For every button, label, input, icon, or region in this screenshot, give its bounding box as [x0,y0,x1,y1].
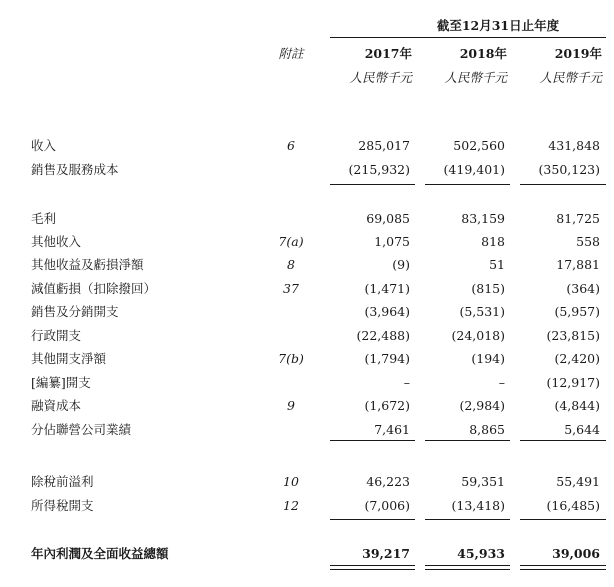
period-underline [330,37,606,38]
pretax-line-2019 [520,440,606,441]
unit-header-2018: 人民幣千元 [444,70,507,85]
value-2019: 5,644 [564,422,600,437]
statement-row [0,255,614,275]
statement-row [0,496,614,516]
subtotal-line-2017 [330,184,415,185]
subtotal-line-2018 [425,184,510,185]
value-2018: 818 [481,234,505,249]
statement-row [0,396,614,416]
value-2019: 17,881 [556,257,600,272]
total-double-line-2018 [425,565,510,570]
statement-row [0,160,614,180]
row-label: 毛利 [31,211,57,226]
row-label: 所得稅開支 [31,498,94,513]
value-2019: 39,006 [552,546,600,561]
pretax-line-2017 [330,440,415,441]
unit-header-2017: 人民幣千元 [349,70,412,85]
row-label: 其他開支淨額 [31,351,107,366]
value-2019: 431,848 [548,138,600,153]
row-note: 12 [283,498,299,513]
row-label: 其他收益及虧損淨額 [31,257,144,272]
row-label: 分佔聯營公司業績 [31,422,132,437]
note-column-header: 附註 [278,46,304,61]
value-2018: (815) [471,281,505,296]
year-header-2019: 2019年 [554,46,602,61]
value-2019: 558 [576,234,600,249]
row-label: 除稅前溢利 [31,474,94,489]
row-note: 7(a) [278,234,304,249]
row-label: 其他收入 [31,234,82,249]
value-2018: (5,531) [459,304,505,319]
row-label: 銷售及服務成本 [31,162,119,177]
value-2018: – [498,375,505,390]
value-2017: (3,964) [364,304,410,319]
tax-line-2019 [520,519,606,520]
value-2018: 8,865 [469,422,505,437]
row-label: 年內利潤及全面收益總額 [31,546,169,561]
total-double-line-2017 [330,565,415,570]
value-2017: (1,672) [364,398,410,413]
value-2018: (13,418) [451,498,505,513]
value-2018: 59,351 [461,474,505,489]
row-label: [編纂]開支 [31,375,91,390]
row-note: 7(b) [278,351,304,366]
year-header-2018: 2018年 [459,46,507,61]
value-2017: (22,488) [356,328,410,343]
value-2018: (24,018) [451,328,505,343]
value-2019: (5,957) [554,304,600,319]
value-2017: (1,471) [364,281,410,296]
row-note: 10 [283,474,299,489]
value-2017: 7,461 [374,422,410,437]
tax-line-2017 [330,519,415,520]
value-2018: 83,159 [461,211,505,226]
period-header: 截至12月31日止年度 [436,18,560,33]
row-note: 6 [287,138,295,153]
statement-row [0,279,614,299]
value-2017: (215,932) [348,162,410,177]
value-2019: (12,917) [546,375,600,390]
subtotal-line-2019 [520,184,606,185]
row-label: 收入 [31,138,57,153]
statement-row [0,302,614,322]
value-2019: (2,420) [554,351,600,366]
row-note: 37 [283,281,299,296]
value-2019: (364) [566,281,600,296]
value-2017: (9) [392,257,410,272]
statement-row [0,420,614,440]
value-2017: 69,085 [366,211,410,226]
value-2019: (23,815) [546,328,600,343]
row-note: 8 [287,257,295,272]
row-note: 9 [287,398,295,413]
tax-line-2018 [425,519,510,520]
value-2018: 45,933 [457,546,505,561]
value-2017: – [403,375,410,390]
value-2019: (350,123) [538,162,600,177]
row-label: 行政開支 [31,328,82,343]
statement-row [0,136,614,156]
statement-row [0,232,614,252]
value-2017: 285,017 [358,138,410,153]
row-label: 減值虧損（扣除撥回） [31,281,157,296]
value-2017: (7,006) [364,498,410,513]
value-2018: 502,560 [453,138,505,153]
total-row [0,544,614,564]
value-2019: (16,485) [546,498,600,513]
value-2017: 46,223 [366,474,410,489]
row-label: 銷售及分銷開支 [31,304,119,319]
total-double-line-2019 [520,565,606,570]
value-2019: (4,844) [554,398,600,413]
value-2018: (2,984) [459,398,505,413]
year-header-2017: 2017年 [364,46,412,61]
unit-header-2019: 人民幣千元 [539,70,602,85]
value-2017: 39,217 [362,546,410,561]
pretax-line-2018 [425,440,510,441]
value-2019: 81,725 [556,211,600,226]
row-label: 融資成本 [31,398,82,413]
statement-row [0,472,614,492]
statement-row [0,326,614,346]
statement-row [0,373,614,393]
value-2018: (419,401) [443,162,505,177]
statement-row [0,209,614,229]
value-2018: (194) [471,351,505,366]
value-2017: 1,075 [374,234,410,249]
statement-row [0,349,614,369]
value-2017: (1,794) [364,351,410,366]
value-2019: 55,491 [556,474,600,489]
value-2018: 51 [489,257,505,272]
